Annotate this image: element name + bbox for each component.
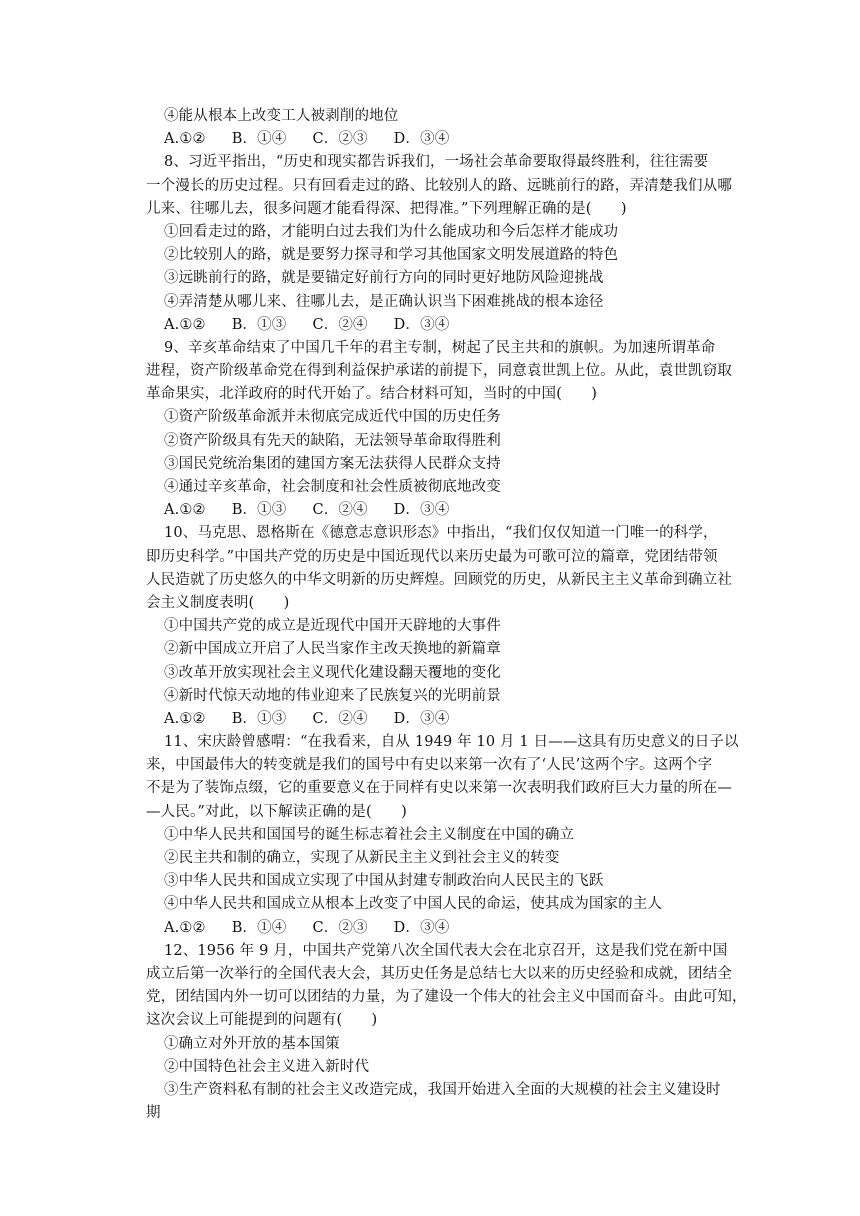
q10-item-1: ①中国共产党的成立是近现代中国开天辟地的大事件	[164, 618, 501, 635]
q7-item-4: ④能从根本上改变工人被剥削的地位	[164, 108, 399, 124]
q10-stem-line: 人民造就了历史悠久的中华文明新的历史辉煌。回顾党的历史，从新民主主义革命到确立社	[146, 571, 732, 588]
q9-stem-line: 9、辛亥革命结束了中国几千年的君主专制，树起了民主共和的旗帜。为加速所谓革命	[164, 339, 716, 356]
q9-option-d: D．③④	[393, 502, 450, 519]
q8-item-1: ①回看走过的路，才能明白过去我们为什么能成功和今后怎样才能成功	[164, 223, 619, 240]
q10-stem-line: 即历史科学。”中国共产党的历史是中国近现代以来历史最为可歌可泣的篇章，党团结带领	[146, 548, 718, 565]
q10-option-b: B．①③	[231, 710, 287, 727]
q8-stem-line: 一个漫长的历史过程。只有回看走过的路、比较别人的路、远眺前行的路，弄清楚我们从哪	[146, 177, 732, 194]
q8-option-a: A.①②	[164, 316, 206, 333]
q11-option-b: B．①④	[231, 919, 287, 936]
q11-item-3: ③中华人民共和国成立实现了中国从封建专制政治向人民民主的飞跃	[164, 873, 604, 890]
q8-item-3: ③远眺前行的路，就是要锚定好前行方向的同时更好地防风险迎挑战	[164, 270, 604, 287]
q8-options	[146, 314, 716, 337]
q11-option-d: D．③④	[393, 919, 450, 936]
q12-item-2: ②中国特色社会主义进入新时代	[164, 1058, 370, 1075]
q9-item-3: ③国民党统治集团的建国方案无法获得人民群众支持	[164, 455, 501, 472]
q12-stem-line: 12、1956 年 9 月，中国共产党第八次全国代表大会在北京召开，这是我们党在新中国	[164, 942, 728, 959]
q8-stem-line: 儿来、往哪儿去，很多问题才能看得深、把得准。”下列理解正确的是( )	[146, 200, 627, 217]
q8-option-d: D．③④	[393, 316, 450, 333]
q11-item-4: ④中华人民共和国成立从根本上改变了中国人民的命运，使其成为国家的主人	[164, 896, 663, 913]
q7-options	[146, 128, 716, 151]
q10-stem-line: 会主义制度表明( )	[146, 594, 290, 611]
q11-item-2: ②民主共和制的确立，实现了从新民主主义到社会主义的转变	[164, 850, 560, 866]
q11-option-a: A.①②	[164, 919, 206, 936]
q11-stem-line: 不是为了装饰点缀，它的重要意义在于同样有史以来第一次表明我们政府巨大力量的所在—	[146, 780, 732, 797]
q12-item-3: ③生产资料私有制的社会主义改造完成，我国开始进入全面的大规模的社会主义建设时	[164, 1081, 721, 1098]
q10-item-2: ②新中国成立开启了人民当家作主改天换地的新篇章	[164, 641, 501, 658]
q12-item-3-continued: 期	[146, 1105, 161, 1122]
q12-stem-line: 党，团结国内外一切可以团结的力量，为了建设一个伟大的社会主义中国而奋斗。由此可知，	[146, 989, 747, 1006]
q11-option-c: C．②③	[312, 919, 368, 936]
q9-item-4: ④通过辛亥革命，社会制度和社会性质被彻底地改变	[164, 479, 501, 495]
q11-stem-line: 11、宋庆龄曾感喟：“在我看来，自从 1949 年 10 月 1 日——这具有历史意义的日子以	[164, 734, 739, 751]
q12-stem-line: 成立后第一次举行的全国代表大会，其历史任务是总结七大以来的历史经验和成就，团结全	[146, 965, 732, 982]
q12-stem-line: 这次会议上可能提到的问题有( )	[146, 1012, 378, 1029]
q9-option-b: B．①③	[231, 502, 287, 519]
q8-option-c: C．②④	[312, 316, 368, 333]
q9-option-a: A.①②	[164, 502, 206, 519]
q11-stem-line: —人民。”对此，以下解读正确的是( )	[146, 803, 407, 820]
q10-option-d: D．③④	[393, 710, 450, 727]
q9-stem-line: 革命果实，北洋政府的时代开始了。结合材料可知，当时的中国( )	[146, 386, 598, 403]
q7-option-d: D．③④	[393, 131, 450, 148]
q12-item-1: ①确立对外开放的基本国策	[164, 1035, 340, 1052]
q7-option-c: C．②③	[312, 131, 368, 148]
q11-options	[146, 917, 716, 940]
q9-item-2: ②资产阶级具有先天的缺陷，无法领导革命取得胜利	[164, 432, 501, 449]
q10-options	[146, 708, 716, 731]
q11-item-1: ①中华人民共和国国号的诞生标志着社会主义制度在中国的确立	[164, 826, 575, 843]
q10-item-4: ④新时代惊天动地的伟业迎来了民族复兴的光明前景	[164, 687, 501, 704]
q10-option-c: C．②④	[312, 710, 368, 727]
q7-option-b: B．①④	[231, 131, 287, 148]
q7-option-a: A.①②	[164, 131, 206, 148]
q9-options	[146, 499, 716, 522]
q8-option-b: B．①③	[231, 316, 287, 333]
q8-item-4: ④弄清楚从哪儿来、往哪儿去，是正确认识当下困难挑战的根本途径	[164, 293, 604, 310]
q10-stem-line: 10、马克思、恩格斯在《德意志意识形态》中指出，“我们仅仅知道一门唯一的科学，	[164, 525, 718, 542]
q10-item-3: ③改革开放实现社会主义现代化建设翻天覆地的变化	[164, 664, 501, 681]
q8-stem-line: 8、习近平指出，“历史和现实都告诉我们，一场社会革命要取得最终胜利，往往需要	[164, 154, 709, 171]
q9-option-c: C．②④	[312, 502, 368, 519]
q11-stem-line: 来，中国最伟大的转变就是我们的国号中有史以来第一次有了‘人民’这两个字。这两个字	[146, 757, 713, 774]
q10-option-a: A.①②	[164, 710, 206, 727]
q9-item-1: ①资产阶级革命派并未彻底完成近代中国的历史任务	[164, 409, 501, 426]
question-content	[146, 105, 747, 1125]
q8-item-2: ②比较别人的路，就是要努力探寻和学习其他国家文明发展道路的特色	[164, 247, 619, 264]
q9-stem-line: 进程，资产阶级革命党在得到利益保护承诺的前提下，同意袁世凯上位。从此，袁世凯窃取	[146, 363, 732, 380]
